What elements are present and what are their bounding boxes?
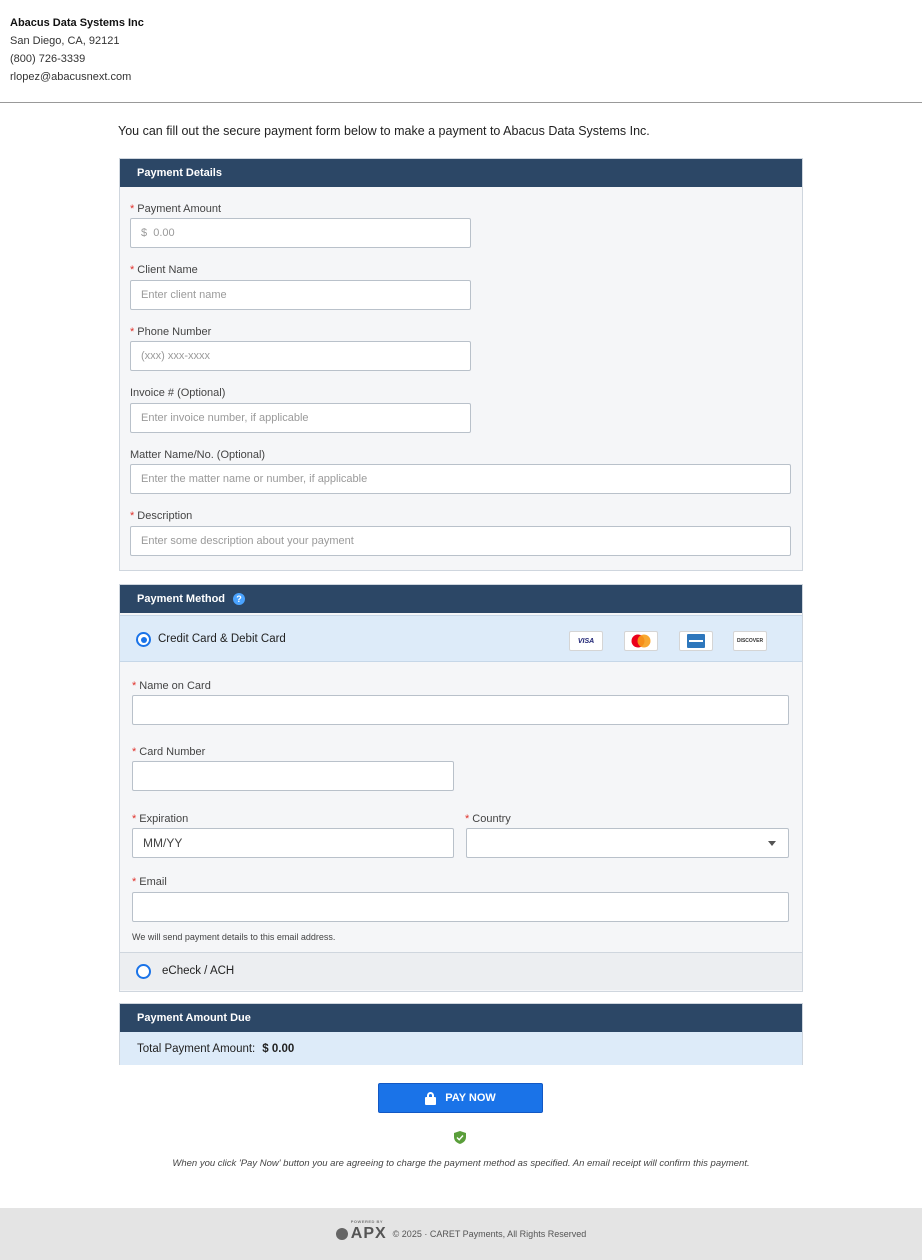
payment-details-header: Payment Details	[120, 159, 802, 187]
expiration-placeholder: MM/YY	[143, 836, 183, 850]
required-mark: *	[132, 680, 137, 692]
total-label: Total Payment Amount:	[137, 1042, 256, 1055]
echeck-radio[interactable]	[136, 964, 151, 979]
email-input[interactable]	[143, 893, 788, 921]
payment-method-header	[120, 585, 802, 613]
echeck-label: eCheck / ACH	[162, 965, 235, 977]
company-address: San Diego, CA, 92121	[10, 35, 120, 47]
chevron-down-icon	[768, 841, 776, 846]
discover-card-icon: DISCOVER	[733, 631, 767, 651]
matter-input[interactable]	[141, 465, 790, 493]
credit-card-label: Credit Card & Debit Card	[158, 633, 286, 645]
email-label: * Email	[132, 876, 167, 888]
amount-due-panel	[119, 1003, 803, 1065]
description-input[interactable]	[141, 527, 790, 555]
payment-method-panel	[119, 584, 803, 992]
country-label: * Country	[465, 813, 511, 825]
invoice-input[interactable]	[141, 404, 470, 432]
phone-number-input[interactable]	[141, 342, 470, 370]
company-email: rlopez@abacusnext.com	[10, 71, 132, 83]
amount-due-header: Payment Amount Due	[120, 1004, 802, 1032]
required-mark: *	[130, 264, 135, 276]
expiration-label: * Expiration	[132, 813, 189, 825]
echeck-option[interactable]	[120, 952, 802, 990]
footer	[0, 1208, 922, 1260]
phone-number-field[interactable]	[130, 341, 471, 371]
card-number-label: * Card Number	[132, 746, 206, 758]
invoice-label: Invoice # (Optional)	[130, 387, 226, 399]
email-hint: We will send payment details to this email address.	[132, 932, 336, 942]
card-number-input[interactable]	[143, 762, 453, 790]
required-mark: *	[130, 326, 135, 338]
pay-now-label: PAY NOW	[445, 1092, 496, 1104]
client-name-input[interactable]	[141, 281, 470, 309]
shield-icon	[454, 1131, 466, 1144]
email-field[interactable]	[132, 892, 789, 922]
pay-now-button[interactable]	[378, 1083, 543, 1113]
lock-icon	[425, 1092, 436, 1105]
intro-text: You can fill out the secure payment form below to make a payment to Abacus Data Systems Inc.	[118, 124, 650, 138]
amex-card-icon	[679, 631, 713, 651]
country-select[interactable]	[466, 828, 789, 858]
mastercard-card-icon	[624, 631, 658, 651]
agreement-text: When you click 'Pay Now' button you are agreeing to charge the payment method as specified. An email receipt will confirm this payment.	[172, 1158, 750, 1169]
company-phone: (800) 726-3339	[10, 53, 86, 65]
credit-card-radio[interactable]	[136, 632, 151, 647]
name-on-card-input[interactable]	[143, 696, 788, 724]
required-mark: *	[130, 203, 135, 215]
required-mark: *	[132, 876, 137, 888]
apx-logo-icon	[336, 1228, 348, 1240]
payment-amount-field[interactable]	[130, 218, 471, 248]
matter-label: Matter Name/No. (Optional)	[130, 449, 266, 461]
payment-amount-input[interactable]	[141, 219, 470, 247]
description-label: * Description	[130, 510, 193, 522]
header-divider	[0, 102, 922, 103]
card-number-field[interactable]	[132, 761, 454, 791]
company-name: Abacus Data Systems Inc	[10, 17, 144, 29]
payment-method-title: Payment Method	[137, 593, 226, 605]
invoice-field[interactable]	[130, 403, 471, 433]
name-on-card-label: * Name on Card	[132, 680, 211, 692]
total-row	[120, 1032, 802, 1065]
credit-card-option[interactable]	[120, 615, 802, 662]
description-field[interactable]	[130, 526, 791, 556]
phone-number-label: * Phone Number	[130, 326, 212, 338]
required-mark: *	[132, 813, 137, 825]
visa-card-icon: VISA	[569, 631, 603, 651]
required-mark: *	[465, 813, 470, 825]
apx-logo: POWERED BY APX	[336, 1225, 387, 1243]
required-mark: *	[130, 510, 135, 522]
client-name-label: * Client Name	[130, 264, 198, 276]
required-mark: *	[132, 746, 137, 758]
payment-details-panel	[119, 158, 803, 571]
name-on-card-field[interactable]	[132, 695, 789, 725]
expiration-field[interactable]	[132, 828, 454, 858]
copyright-text: © 2025 · CARET Payments, All Rights Reserved	[392, 1229, 587, 1239]
help-icon[interactable]: ?	[233, 593, 245, 605]
company-info	[10, 14, 144, 86]
payment-amount-label: * Payment Amount	[130, 203, 222, 215]
matter-field[interactable]	[130, 464, 791, 494]
client-name-field[interactable]	[130, 280, 471, 310]
total-value: $ 0.00	[262, 1042, 295, 1055]
